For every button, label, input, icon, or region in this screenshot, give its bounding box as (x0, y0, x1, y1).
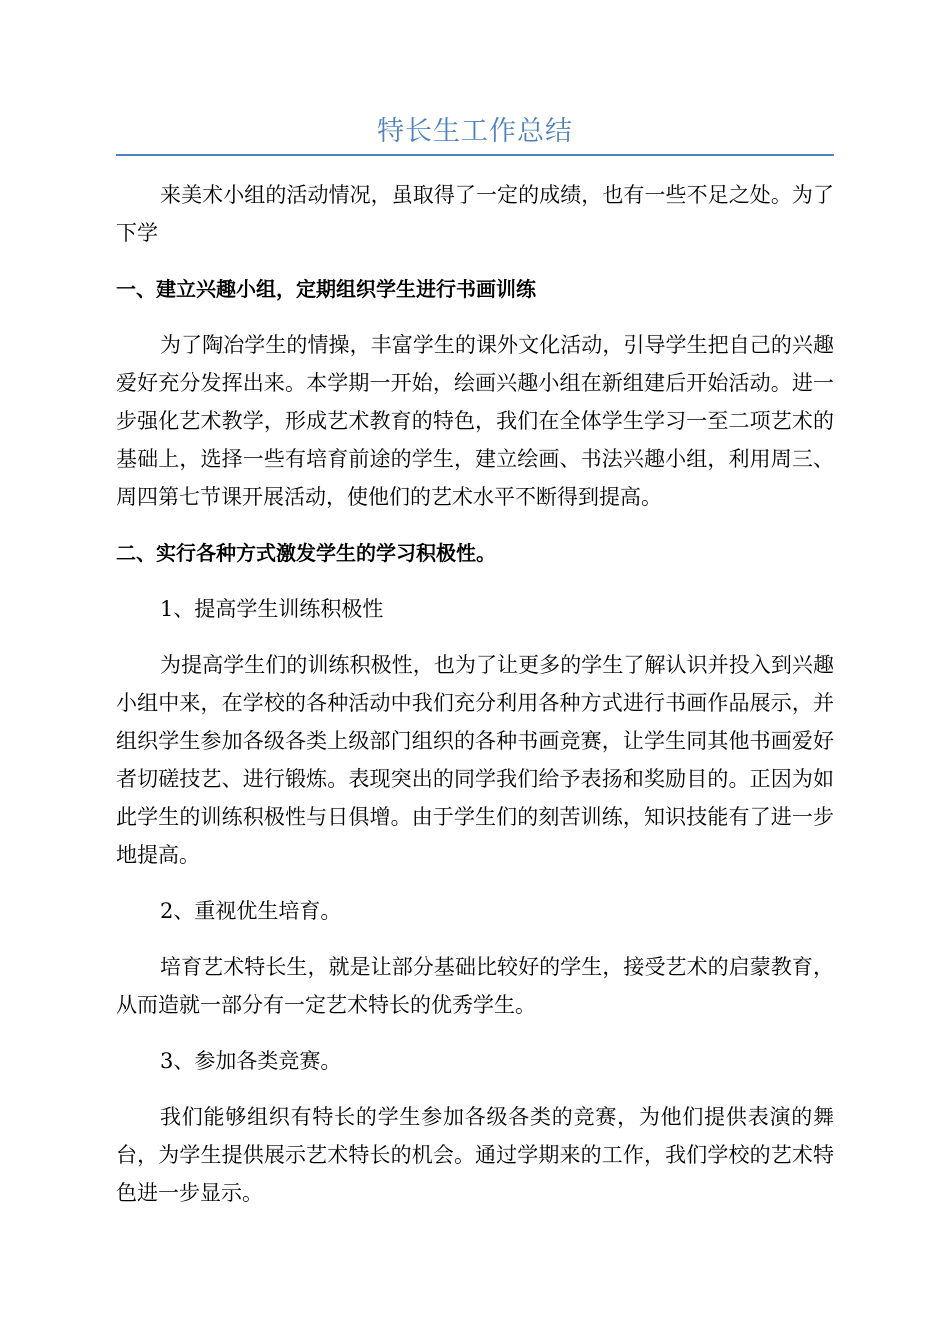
section-1-heading: 一、建立兴趣小组，定期组织学生进行书画训练 (116, 277, 536, 301)
item-1-paragraph: 为提高学生们的训练积极性，也为了让更多的学生了解认识并投入到兴趣小组中来，在学校的各种活动中我们充分利用各种方式进行书画作品展示，并组织学生参加各级各类上级部门组织的各种书画竞赛，让学生同其他书画爱好者切磋技艺、进行锻炼。表现突出的同学我们给予表扬和奖励目的。正因为如此学生的训练积极性与日俱增。由于学生们的刻苦训练，知识技能有了进一步地提高。 (116, 653, 834, 867)
item-3-paragraph: 我们能够组织有特长的学生参加各级各类的竞赛，为他们提供表演的舞台，为学生提供展示艺术特长的机会。通过学期来的工作，我们学校的艺术特色进一步显示。 (116, 1105, 834, 1205)
intro-paragraph: 来美术小组的活动情况，虽取得了一定的成绩，也有一些不足之处。为了下学 (116, 183, 834, 245)
title-underline (116, 154, 834, 156)
item-2-paragraph: 培育艺术特长生，就是让部分基础比较好的学生，接受艺术的启蒙教育，从而造就一部分有一定艺术特长的优秀学生。 (116, 955, 834, 1017)
item-2-title: 2、重视优生培育。 (160, 899, 342, 923)
section-2-heading: 二、实行各种方式激发学生的学习积极性。 (116, 541, 496, 565)
item-1-title: 1、提高学生训练积极性 (160, 597, 384, 621)
section-1-paragraph: 为了陶冶学生的情操，丰富学生的课外文化活动，引导学生把自己的兴趣爱好充分发挥出来。本学期一开始，绘画兴趣小组在新组建后开始活动。进一步强化艺术教学，形成艺术教育的特色，我们在全体学生学习一至二项艺术的基础上，选择一些有培育前途的学生，建立绘画、书法兴趣小组，利用周三、周四第七节课开展活动，使他们的艺术水平不断得到提高。 (116, 333, 834, 509)
document-title: 特长生工作总结 (377, 116, 573, 147)
document-body (116, 176, 834, 1230)
item-3-title: 3、参加各类竞赛。 (160, 1049, 342, 1073)
